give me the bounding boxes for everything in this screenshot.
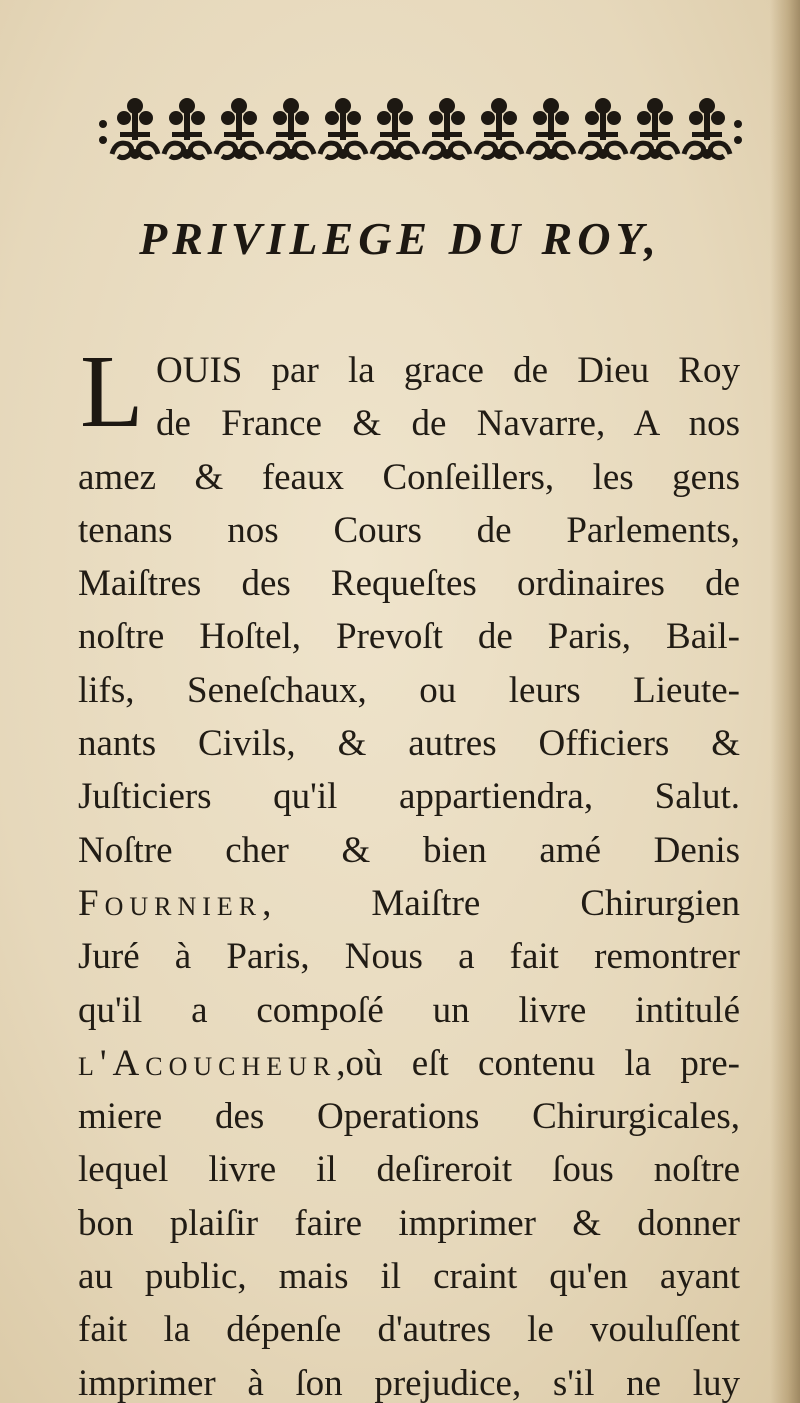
text-line: noſtre Hoſtel, Prevoſt de Paris, Bail- (78, 616, 740, 658)
text-line: lequel livre il deſireroit ſous noſtre (78, 1149, 740, 1191)
page-heading: PRIVILEGE DU ROY, (139, 213, 661, 264)
text-line: Noſtre cher & bien amé Denis (78, 829, 740, 871)
text-line: qu'il a compoſé un livre intitulé (78, 989, 740, 1031)
text-line: nants Civils, & autres Officiers & (78, 723, 740, 765)
author-name: Fournier (78, 882, 263, 924)
text-fragment: , Maiſtre Chirurgien (262, 882, 740, 924)
text-line: au public, mais il craint qu'en ayant (78, 1256, 740, 1298)
text-line: Juré à Paris, Nous a fait remontrer (78, 936, 740, 978)
text-line: lifs, Seneſchaux, ou leurs Lieute- (78, 669, 740, 711)
text-line: imprimer à ſon prejudice, s'il ne luy (78, 1362, 740, 1403)
fleuron-ornament (98, 88, 744, 168)
text-line: Juſticiers qu'il appartiendra, Salut. (78, 776, 740, 818)
book-title: l'Acoucheur (78, 1042, 337, 1084)
text-line: amez & feaux Conſeillers, les gens (78, 456, 740, 498)
privilege-text (78, 334, 740, 1403)
page-gutter-shadow (770, 0, 800, 1403)
text-line: OUIS par la grace de Dieu Roy (156, 350, 740, 391)
text-line: Maiſtres des Requeſtes ordinaires de (78, 563, 740, 605)
text-line (78, 877, 740, 930)
text-line: tenans nos Cours de Parlements, (78, 509, 740, 551)
first-paragraph-start (78, 334, 740, 451)
text-line (78, 1037, 740, 1090)
text-line: fait la dépenſe d'autres le vouluſſent (78, 1309, 740, 1351)
text-fragment: ,où eſt contenu la pre- (336, 1042, 740, 1084)
text-line: bon plaiſir faire imprimer & donner (78, 1202, 740, 1244)
drop-cap: L (80, 334, 144, 449)
text-line: miere des Operations Chirurgicales, (78, 1096, 740, 1138)
text-line: de France & de Navarre, A nos (156, 403, 740, 445)
